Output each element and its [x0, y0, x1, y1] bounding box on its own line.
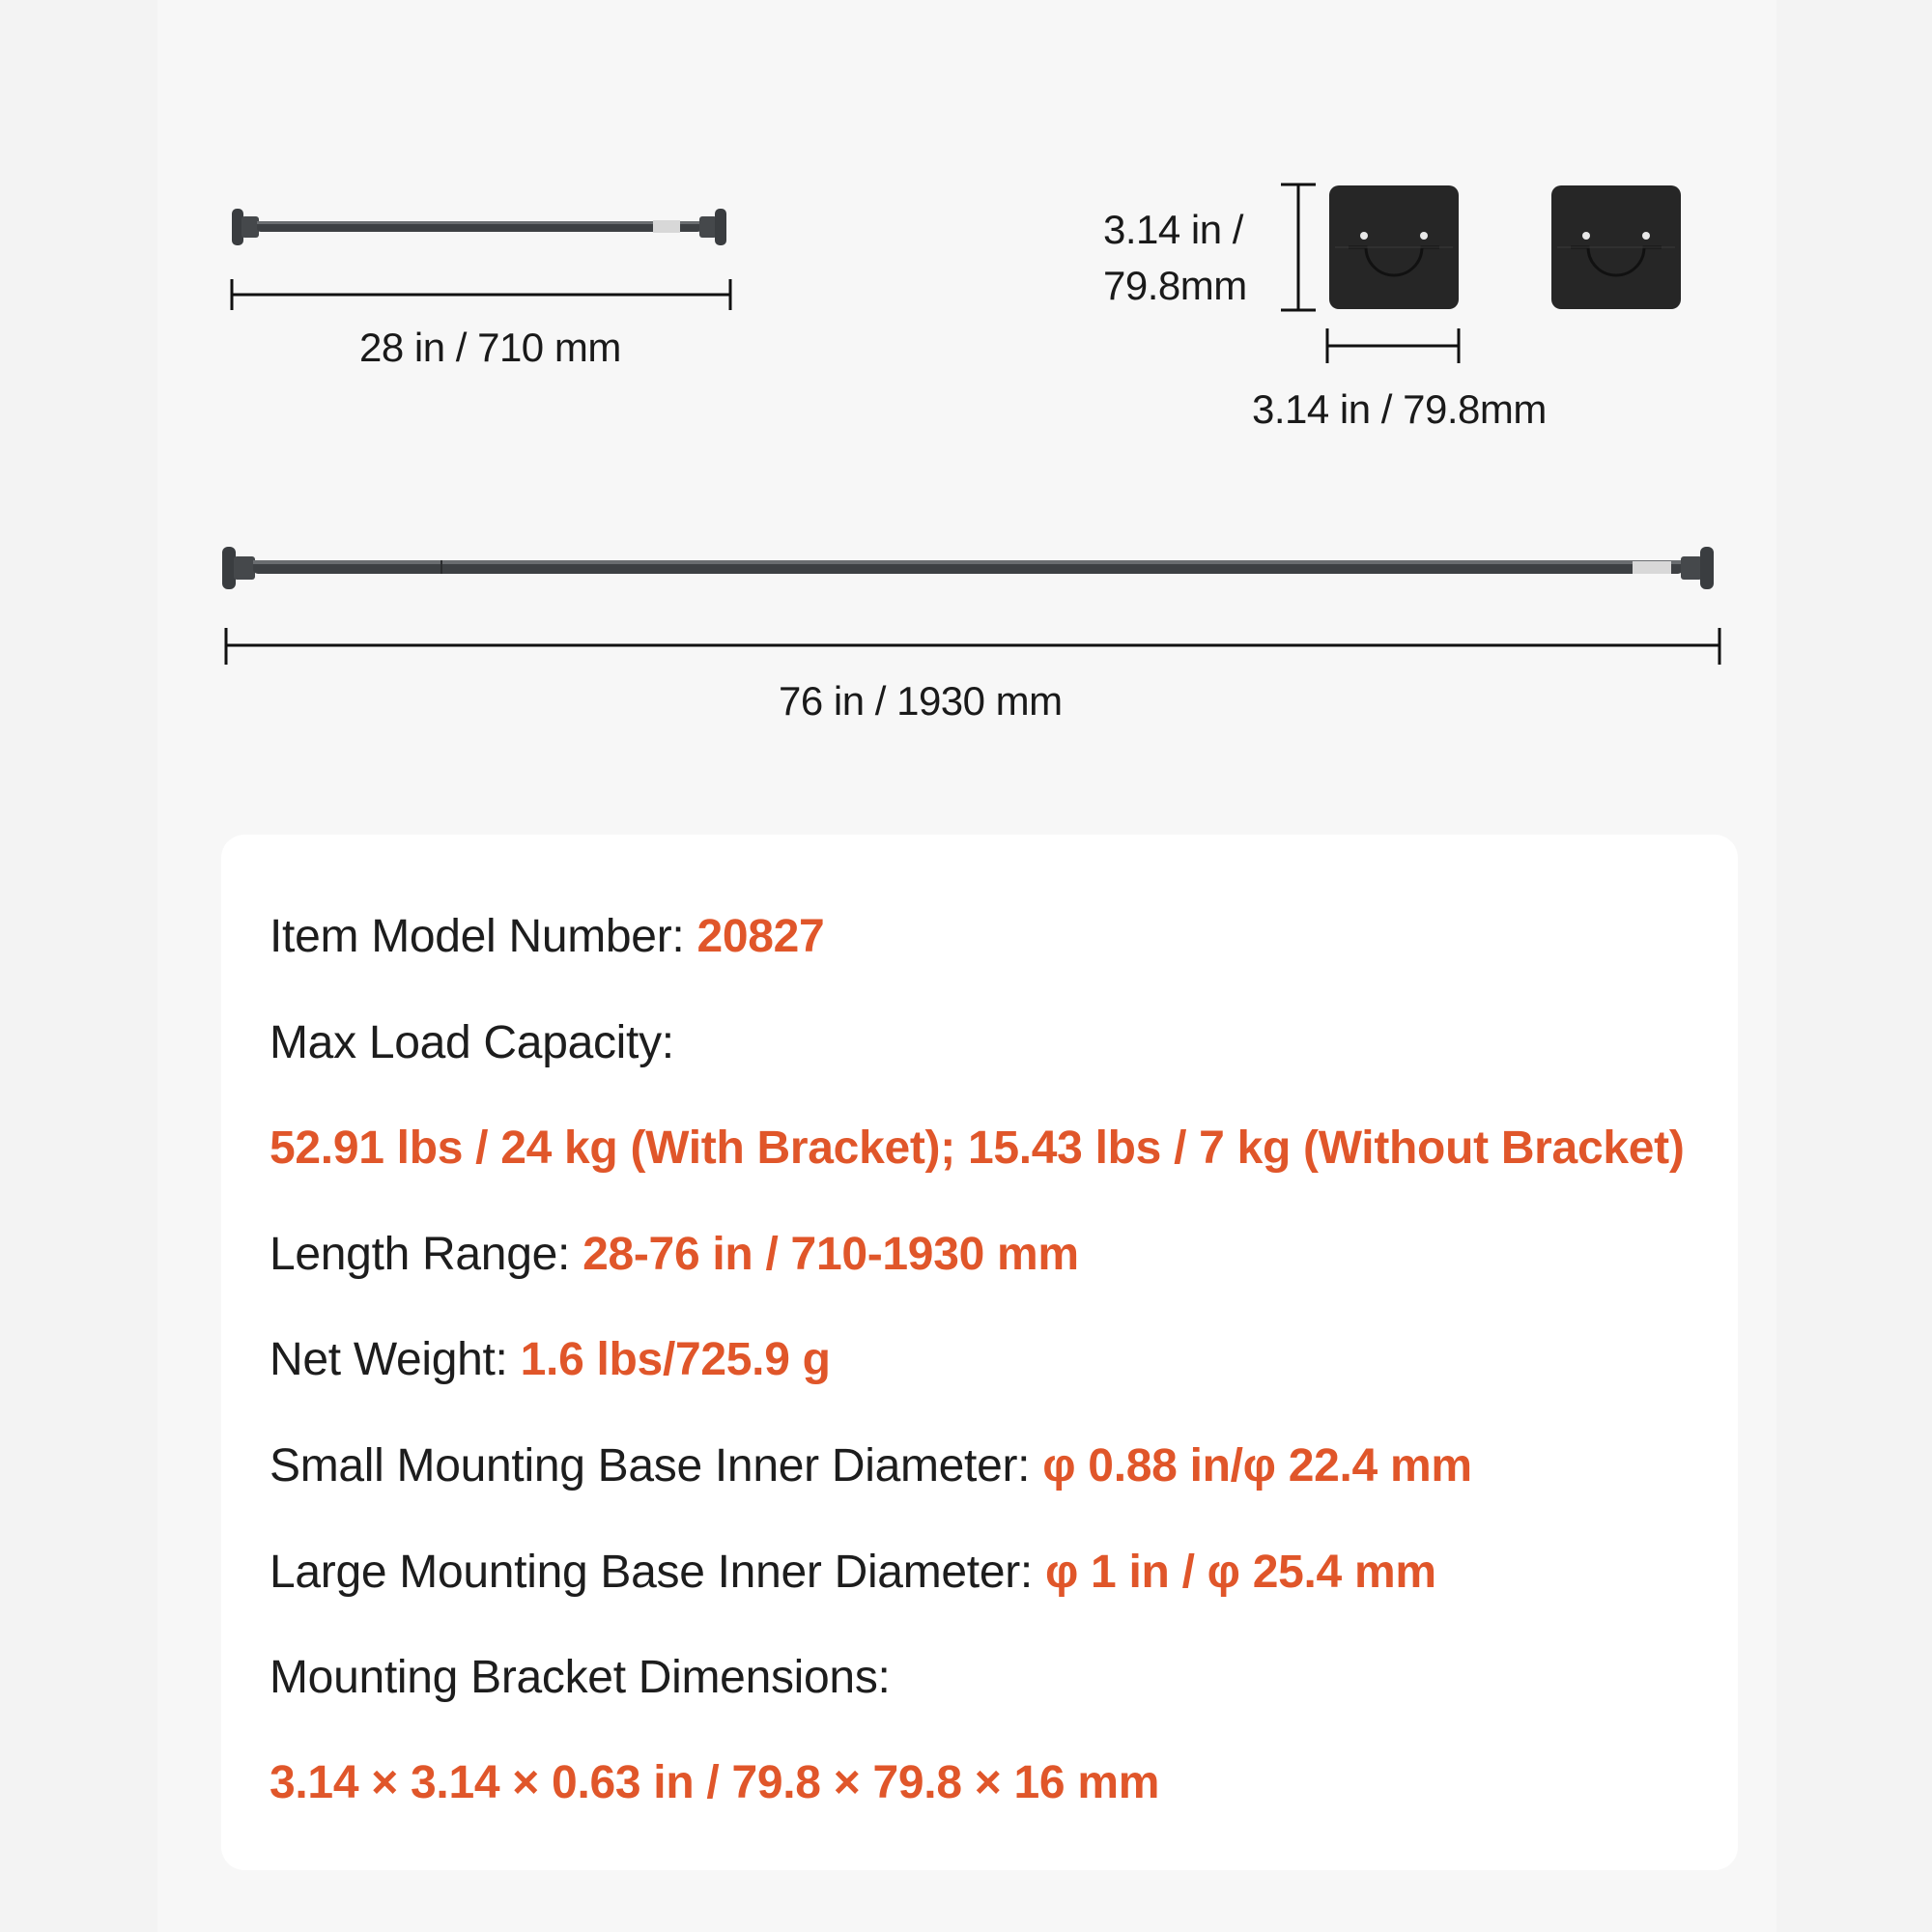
small-base-value: φ 0.88 in/φ 22.4 mm [1042, 1440, 1472, 1492]
bracket-dimensions-value: 3.14 × 3.14 × 0.63 in / 79.8 × 79.8 × 16 mm [270, 1757, 1160, 1808]
bracket-height-label-line1: 3.14 in / [1103, 207, 1243, 252]
long-rod-image [218, 543, 1721, 597]
large-base-row [270, 1546, 1436, 1599]
bracket-width-dimension-line [1325, 325, 1463, 367]
mounting-bracket-image-2 [1551, 185, 1681, 309]
large-base-label: Large Mounting Base Inner Diameter: [270, 1547, 1045, 1598]
model-number-label: Item Model Number: [270, 911, 697, 962]
load-capacity-label: Max Load Capacity: [270, 1017, 674, 1068]
small-base-row [270, 1439, 1472, 1492]
model-number-row [270, 910, 824, 963]
net-weight-value: 1.6 lbs/725.9 g [520, 1334, 831, 1385]
bracket-width-label: 3.14 in / 79.8mm [1252, 386, 1547, 432]
net-weight-row [270, 1333, 831, 1386]
specification-card [221, 835, 1738, 1870]
net-weight-label: Net Weight: [270, 1334, 521, 1385]
length-range-label: Length Range: [270, 1229, 583, 1280]
bracket-height-label-line2: 79.8mm [1103, 263, 1247, 308]
length-range-value: 28-76 in / 710-1930 mm [582, 1229, 1079, 1280]
small-base-label: Small Mounting Base Inner Diameter: [270, 1440, 1043, 1492]
long-rod-length-label: 76 in / 1930 mm [779, 678, 1063, 724]
large-base-value: φ 1 in / φ 25.4 mm [1044, 1547, 1436, 1598]
short-rod-dimension-line [230, 275, 734, 314]
model-number-value: 20827 [696, 911, 825, 962]
long-rod-dimension-line [224, 626, 1723, 667]
short-rod-length-label: 28 in / 710 mm [359, 325, 621, 370]
bracket-dimensions-label: Mounting Bracket Dimensions: [270, 1652, 891, 1703]
bracket-height-dimension-line [1277, 182, 1320, 313]
short-rod-image [228, 205, 730, 253]
length-range-row [270, 1228, 1079, 1281]
load-capacity-value: 52.91 lbs / 24 kg (With Bracket); 15.43 lbs / 7 kg (Without Bracket) [270, 1122, 1685, 1174]
mounting-bracket-image-1 [1329, 185, 1459, 309]
